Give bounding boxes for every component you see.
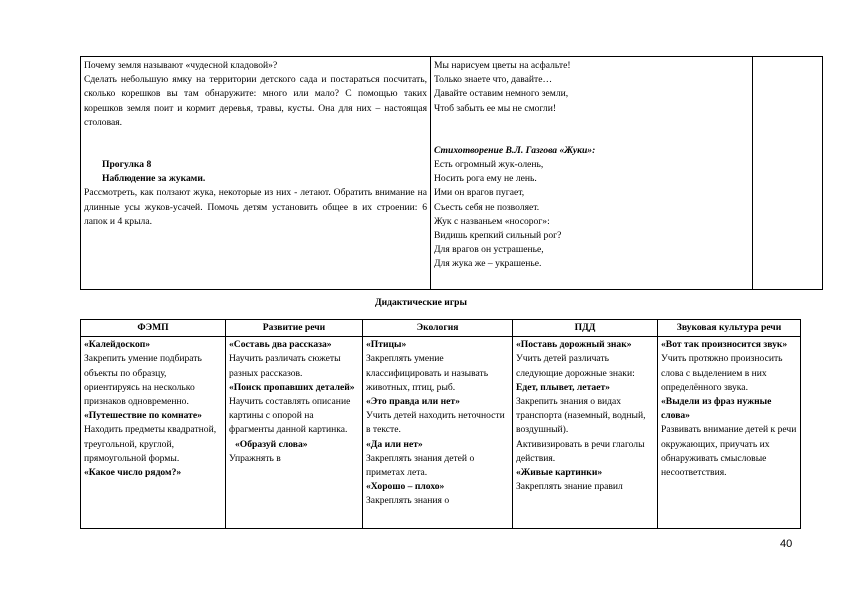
column-header: ПДД — [513, 320, 658, 337]
poem-line: Для жука же – украшенье. — [434, 258, 542, 270]
poem-line: Съесть себя не позволяет. — [434, 201, 540, 213]
game-description: Находить предметы квадратной, треугольной, круглой, прямоугольной формы. — [84, 424, 217, 464]
game-title: «Это правда или нет» — [366, 396, 460, 408]
speech-games-cell — [226, 337, 363, 529]
game-description: Научить различать сюжеты разных рассказов. — [229, 353, 341, 379]
game-title: «Да или нет» — [366, 438, 423, 450]
paragraph: Почему земля называют «чудесной кладовой»? — [84, 60, 278, 71]
poem-line: Давайте оставим немного земли, — [434, 88, 569, 100]
game-title: «Путешествие по комнате» — [84, 410, 202, 422]
game-description: Закрепить умение подбирать объекты по образцу, ориентируясь на несколько признаков одновременно. — [84, 353, 202, 408]
poem-line: Мы нарисуем цветы на асфальте! — [434, 60, 571, 71]
column-header: Развитие речи — [226, 320, 363, 337]
game-description: Учить детей находить неточности в тексте. — [366, 410, 505, 436]
game-description: Упражнять в — [229, 452, 281, 464]
poem-line: Носить рога ему не лень. — [434, 173, 537, 185]
game-title: «Вот так произносится звук» — [661, 339, 788, 351]
game-title: «Поставь дорожный знак» — [516, 339, 632, 351]
game-description: Закреплять умение классифицировать и называть животных, птиц, рыб. — [366, 353, 489, 393]
game-title: «Какое число рядом?» — [84, 467, 182, 479]
game-title: «Птицы» — [366, 339, 407, 351]
game-description: Закреплять знания о — [366, 495, 450, 507]
walk-description-cell — [81, 57, 431, 290]
game-description: Учить протяжно произносить слова с выделением в них определённого звука. — [661, 353, 783, 393]
poem-line: Видишь крепкий сильный рог? — [434, 230, 562, 242]
game-title: «Калейдоскоп» — [84, 339, 151, 351]
game-description: Закрепить знания о видах транспорта (наземный, водный, воздушный). — [516, 396, 646, 436]
page-number: 40 — [780, 538, 793, 550]
game-title: Едет, плывет, летает» — [516, 381, 610, 393]
column-header: Экология — [363, 320, 513, 337]
poem-line: Жук с названьем «носорог»: — [434, 215, 550, 227]
poem-line: Чтоб забыть ее мы не смогли! — [434, 102, 557, 114]
paragraph: Рассмотреть, как ползают жука, некоторые из них - летают. Обратить внимание на длинные усы жуков-усачей. Помочь детям установить общее в их строении: 6 лапок и 4 крыла. — [84, 187, 427, 227]
poem-line: Для врагов он устрашенье, — [434, 244, 544, 256]
paragraph: Сделать небольшую ямку на территории детского сада и постараться посчитать, сколько корешков вы там обнаружите: много или мало? С помощью таких корешков земля поит и кормит деревья, травы, кусты. Она для них – настоящая столовая. — [84, 74, 427, 128]
game-description: Развивать внимание детей к речи окружающих, приучать их обнаруживать смысловые несоответствия. — [661, 424, 797, 479]
game-description: Закреплять знания детей о приметах лета. — [366, 452, 475, 479]
sound-games-cell — [658, 337, 801, 529]
poem-line: Есть огромный жук-олень, — [434, 159, 544, 171]
poem-title: Стихотворение В.Л. Газгова «Жуки»: — [434, 144, 596, 156]
game-description: Активизировать в речи глаголы действия. — [516, 438, 645, 464]
game-title: «Образуй слова» — [235, 438, 308, 450]
game-title: «Составь два рассказа» — [229, 339, 332, 351]
section-caption: Дидактические игры — [374, 297, 467, 308]
ecology-games-cell — [363, 337, 513, 529]
walk-subtitle: Наблюдение за жуками. — [102, 173, 206, 185]
poem-line: Ими он врагов пугает, — [434, 187, 525, 199]
didactic-games-table — [80, 319, 801, 529]
column-header: ФЭМП — [81, 320, 226, 337]
walk-title: Прогулка 8 — [102, 159, 152, 171]
column-header: Звуковая культура речи — [658, 320, 801, 337]
poem-line: Только знаете что, давайте… — [434, 74, 553, 86]
pdd-games-cell — [513, 337, 658, 529]
femp-games-cell — [81, 337, 226, 529]
game-description: Научить составлять описание картины с опорой на фрагменты данной картинка. — [229, 396, 351, 436]
empty-cell — [753, 57, 823, 290]
game-title: «Живые картинки» — [516, 467, 603, 479]
game-title: «Выдели из фраз нужные слова» — [661, 396, 772, 422]
game-description: Закреплять знание правил — [516, 481, 623, 493]
game-title: «Хорошо – плохо» — [366, 481, 445, 493]
game-title: «Поиск пропавших деталей» — [229, 381, 355, 393]
poems-cell — [431, 57, 753, 290]
game-description: Учить детей различать следующие дорожные знаки: — [516, 353, 635, 379]
activities-table — [80, 56, 823, 290]
